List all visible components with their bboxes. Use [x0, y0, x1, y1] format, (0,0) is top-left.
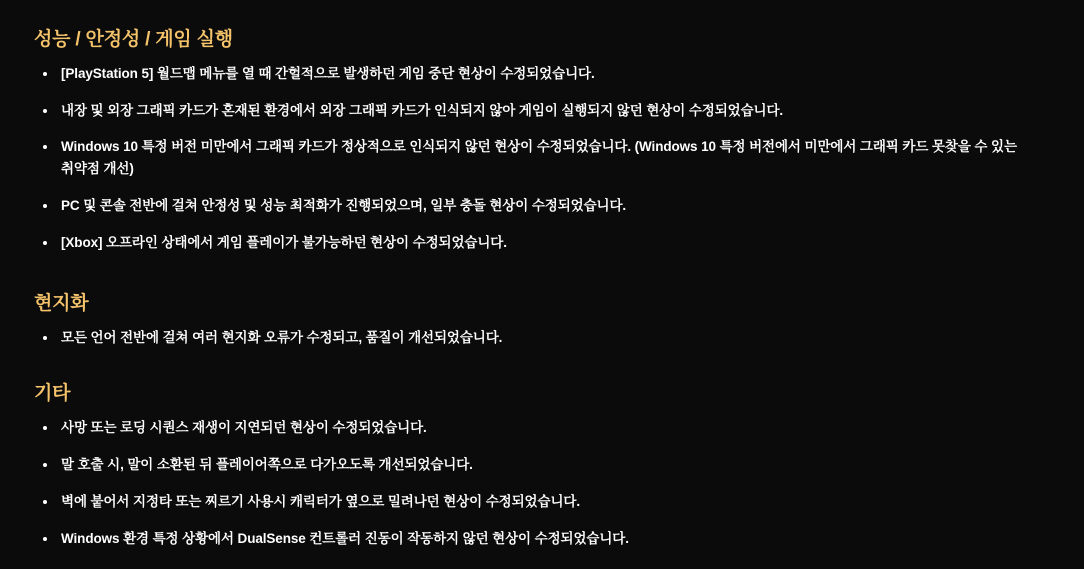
list-item: 모든 언어 전반에 걸쳐 여러 현지화 오류가 수정되고, 품질이 개선되었습니다. [34, 327, 1021, 349]
list-item: 벽에 붙어서 지정타 또는 찌르기 사용시 캐릭터가 옆으로 밀려나던 현상이 수정되었습니다. [34, 491, 1021, 513]
section-title-performance: 성능 / 안정성 / 게임 실행 [34, 29, 233, 50]
list-item: Windows 10 특정 버전 미만에서 그래픽 카드가 정상적으로 인식되지 않던 현상이 수정되었습니다. (Windows 10 특정 버전에서 미만에서 그래픽 카드 못찾을 수 있는 취약점 개선) [34, 136, 1021, 180]
section-performance [34, 28, 1050, 254]
list-localization [34, 327, 1050, 349]
section-title-localization: 현지화 [34, 292, 89, 314]
list-item: [Xbox] 오프라인 상태에서 게임 플레이가 불가능하던 현상이 수정되었습니다. [34, 232, 1021, 254]
section-title-misc: 기타 [34, 383, 71, 405]
list-performance [34, 63, 1050, 254]
list-item: 사망 또는 로딩 시퀀스 재생이 지연되던 현상이 수정되었습니다. [34, 417, 1021, 439]
list-item: 내장 및 외장 그래픽 카드가 혼재된 환경에서 외장 그래픽 카드가 인식되지 않아 게임이 실행되지 않던 현상이 수정되었습니다. [34, 100, 1021, 122]
list-item: Windows 환경 특정 상황에서 DualSense 컨트롤러 진동이 작동하지 않던 현상이 수정되었습니다. [34, 528, 1021, 550]
list-item: PC 및 콘솔 전반에 걸쳐 안정성 및 성능 최적화가 진행되었으며, 일부 충돌 현상이 수정되었습니다. [34, 195, 1021, 217]
list-item: [PlayStation 5] 월드맵 메뉴를 열 때 간헐적으로 발생하던 게임 중단 현상이 수정되었습니다. [34, 63, 1021, 85]
section-misc [34, 382, 1050, 549]
section-localization [34, 292, 1050, 349]
list-misc [34, 417, 1050, 549]
list-item: 말 호출 시, 말이 소환된 뒤 플레이어쪽으로 다가오도록 개선되었습니다. [34, 454, 1021, 476]
